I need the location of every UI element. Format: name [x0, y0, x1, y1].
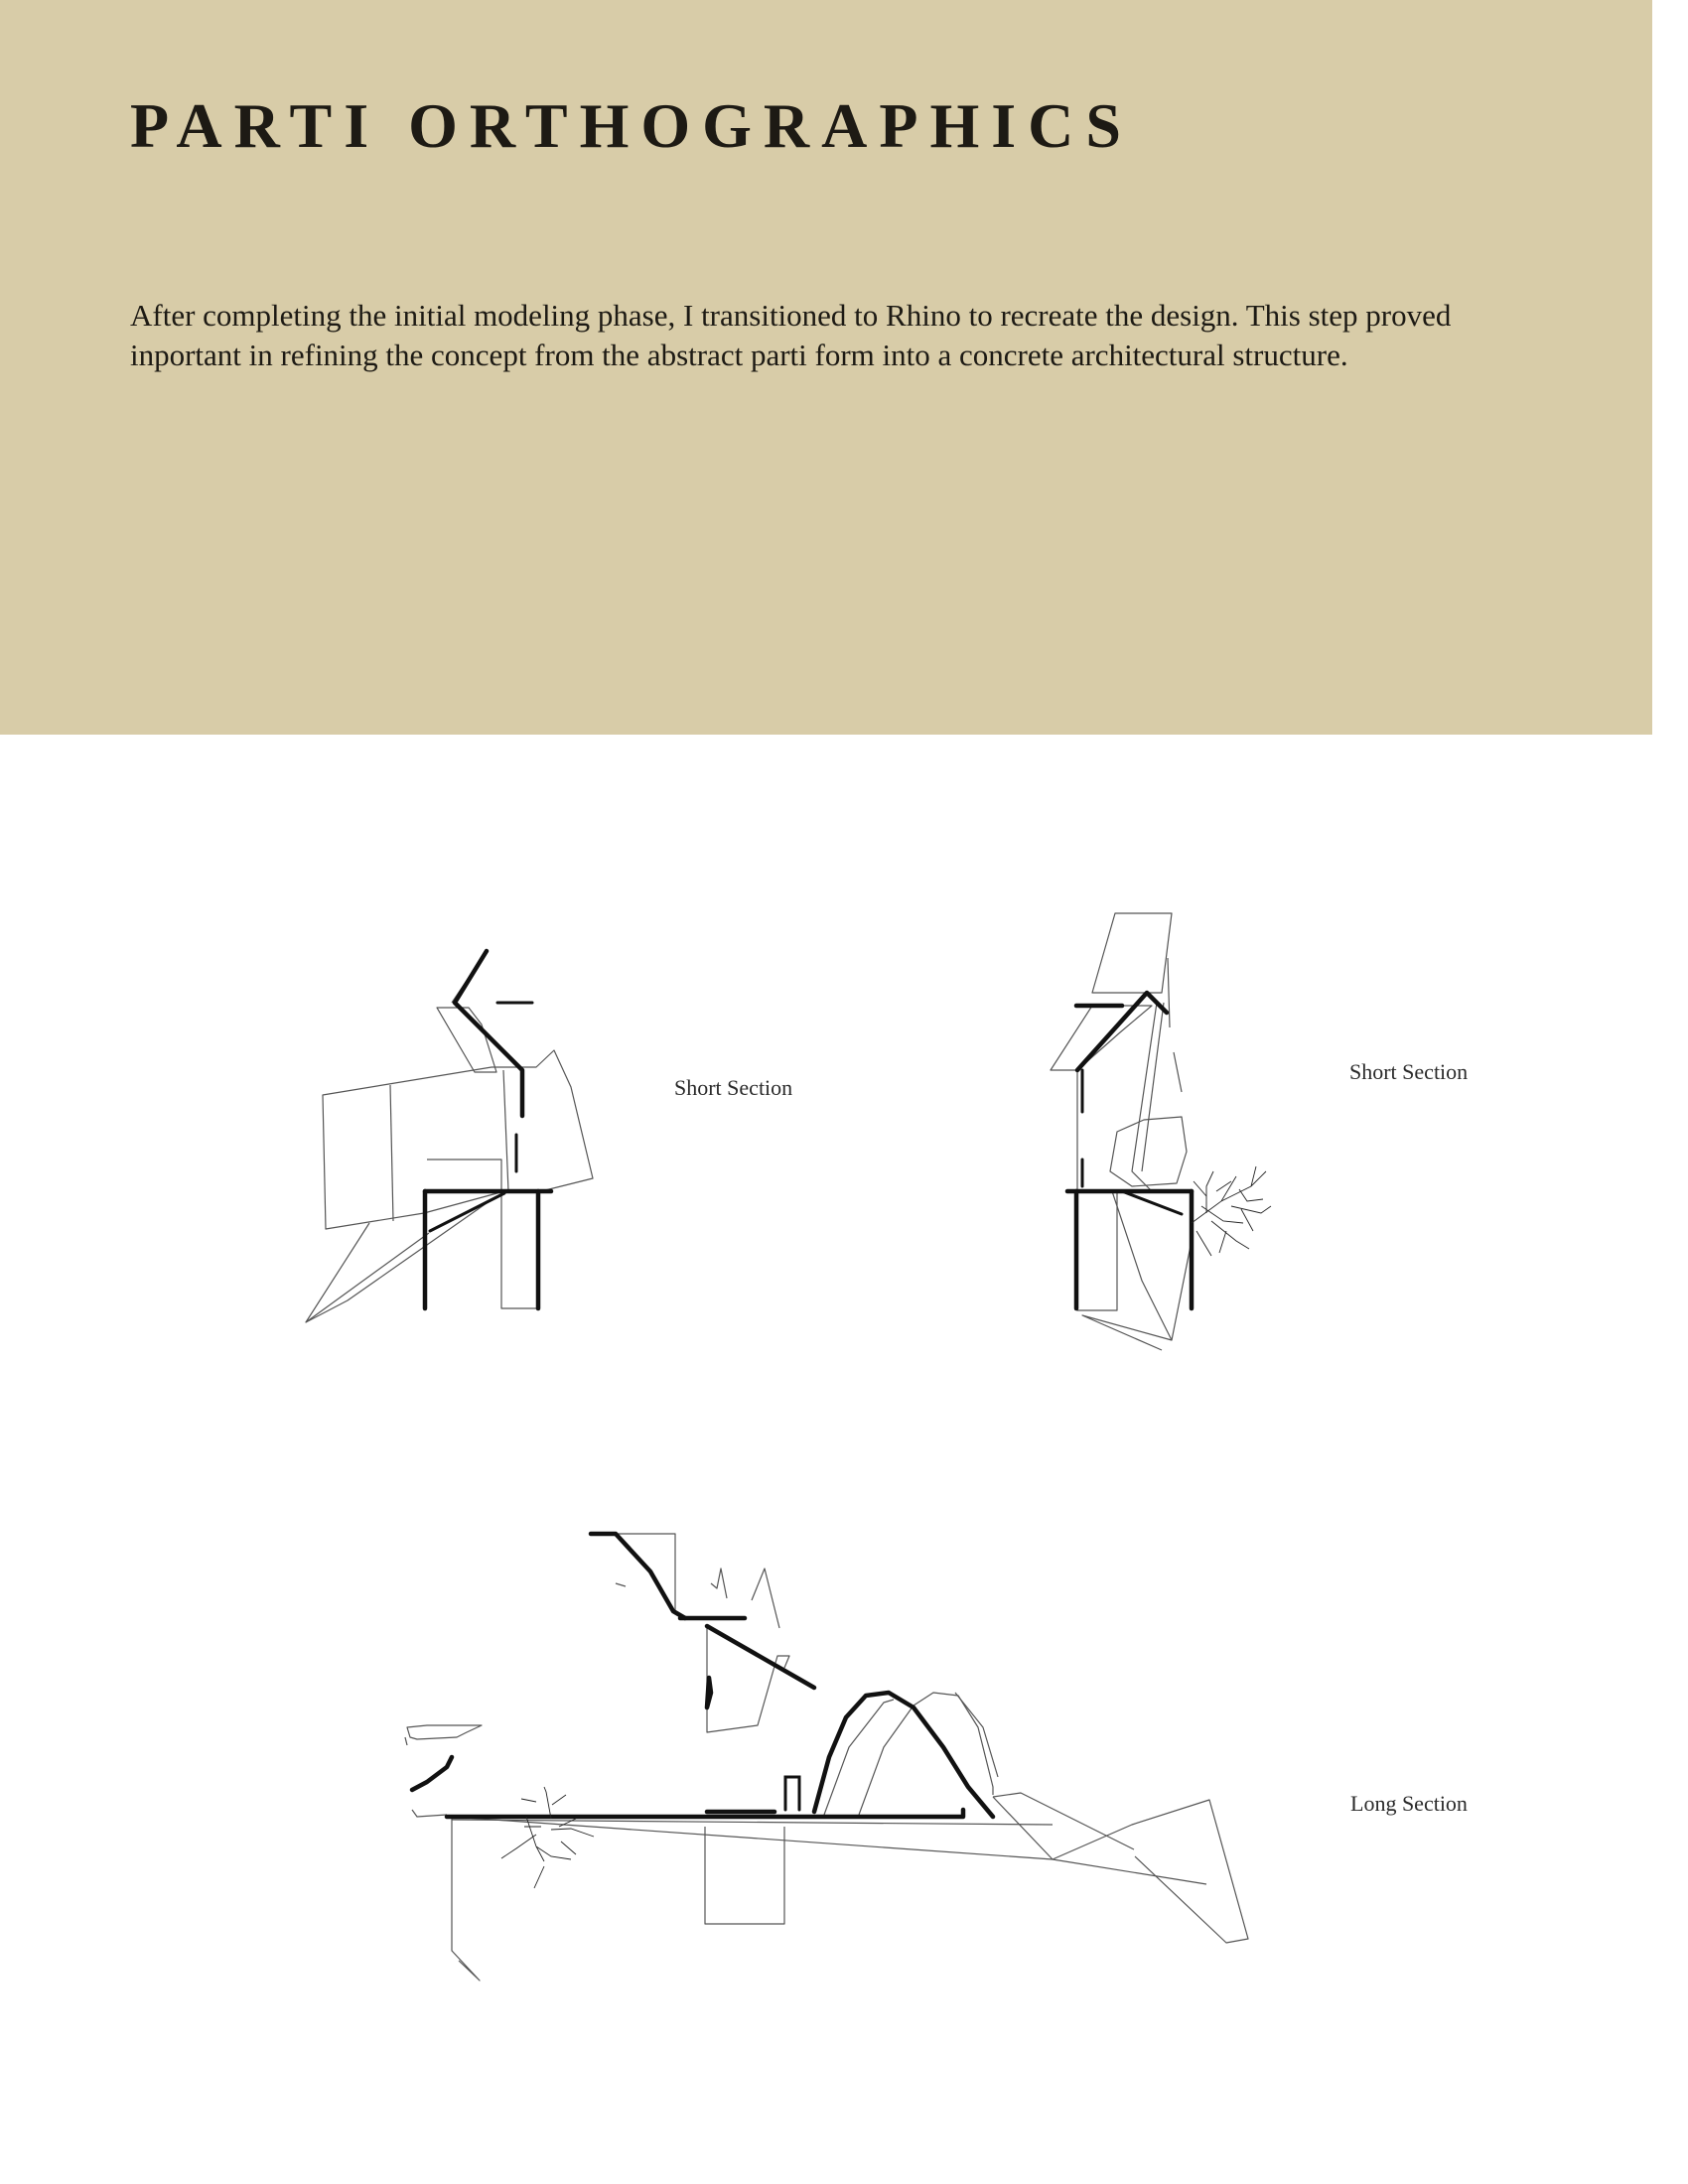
section-drawings	[0, 735, 1688, 2184]
page-title: PARTI ORTHOGRAPHICS	[130, 90, 1133, 161]
long-section-drawing	[405, 1534, 1248, 1980]
short-section-caption-2: Short Section	[1349, 1059, 1469, 1084]
intro-paragraph: After completing the initial modeling phase, I transitioned to Rhino to recreate the design. This step proved inportant in refining the concept from the abstract parti form into a concrete architectural structure.	[130, 298, 1452, 372]
short-section-2-drawing	[1051, 913, 1271, 1350]
short-section-caption-1: Short Section	[674, 1075, 793, 1100]
header-panel	[0, 0, 1652, 735]
short-section-1-drawing	[306, 951, 593, 1322]
long-section-caption: Long Section	[1350, 1791, 1468, 1816]
